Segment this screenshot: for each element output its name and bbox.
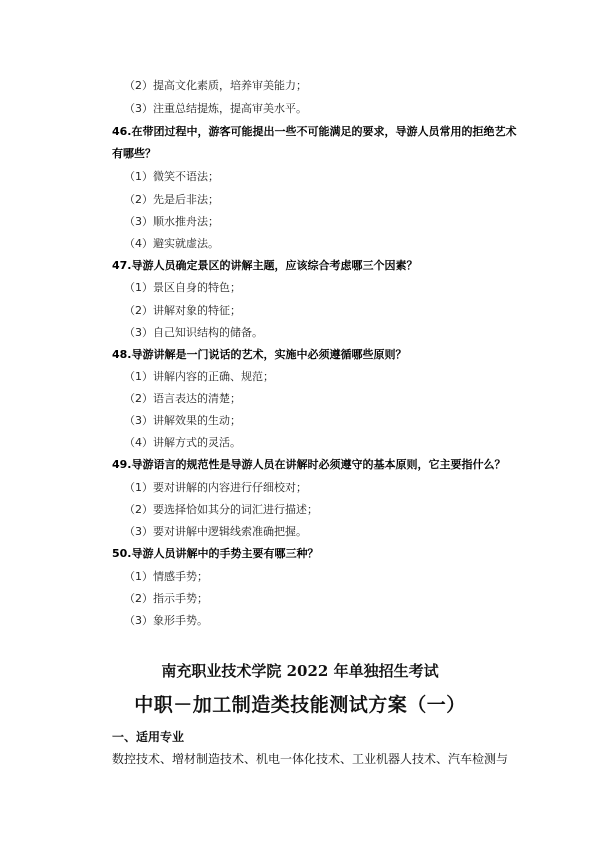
- answer-item: （2）指示手势；: [124, 592, 208, 605]
- answer-item: （1）景区自身的特色；: [124, 281, 241, 294]
- section-heading: 一、适用专业: [112, 730, 185, 744]
- answer-item: （3）象形手势。: [124, 614, 208, 627]
- answer-item: （3）注重总结提炼，提高审美水平。: [124, 102, 307, 115]
- answer-item: （1）要对讲解的内容进行仔细校对；: [124, 481, 307, 494]
- question-text: 48.导游讲解是一门说话的艺术，实施中必须遵循哪些原则？: [112, 348, 407, 361]
- answer-item: （2）要选择恰如其分的词汇进行描述；: [124, 503, 318, 516]
- question-text: 46.在带团过程中，游客可能提出一些不可能满足的要求，导游人员常用的拒绝艺术: [112, 125, 517, 138]
- answer-item: （4）讲解方式的灵活。: [124, 436, 241, 449]
- answer-item: （2）语言表达的清楚；: [124, 392, 241, 405]
- body-paragraph: 数控技术、增材制造技术、机电一体化技术、工业机器人技术、汽车检测与: [112, 752, 509, 766]
- question-text: 50.导游人员讲解中的手势主要有哪三种？: [112, 547, 319, 560]
- answer-item: （1）讲解内容的正确、规范；: [124, 370, 274, 383]
- answer-item: （4）避实就虚法。: [124, 237, 219, 250]
- question-text: 47.导游人员确定景区的讲解主题，应该综合考虑哪三个因素？: [112, 259, 418, 272]
- question-text: 49.导游语言的规范性是导游人员在讲解时必须遵守的基本原则，它主要指什么？: [112, 458, 506, 471]
- answer-item: （3）顺水推舟法；: [124, 215, 219, 228]
- test-plan-title: 中职－加工制造类技能测试方案（一）: [134, 694, 466, 716]
- answer-item: （1）微笑不语法；: [124, 170, 219, 183]
- answer-item: （1）情感手势；: [124, 570, 208, 583]
- answer-item: （2）提高文化素质，培养审美能力；: [124, 79, 307, 92]
- answer-item: （3）要对讲解中逻辑线索准确把握。: [124, 525, 307, 538]
- question-text: 有哪些？: [112, 147, 156, 160]
- answer-item: （2）先是后非法；: [124, 193, 219, 206]
- school-exam-title: 南充职业技术学院 2022 年单独招生考试: [161, 662, 439, 680]
- answer-item: （3）自己知识结构的储备。: [124, 326, 263, 339]
- answer-item: （3）讲解效果的生动；: [124, 414, 241, 427]
- answer-item: （2）讲解对象的特征；: [124, 304, 241, 317]
